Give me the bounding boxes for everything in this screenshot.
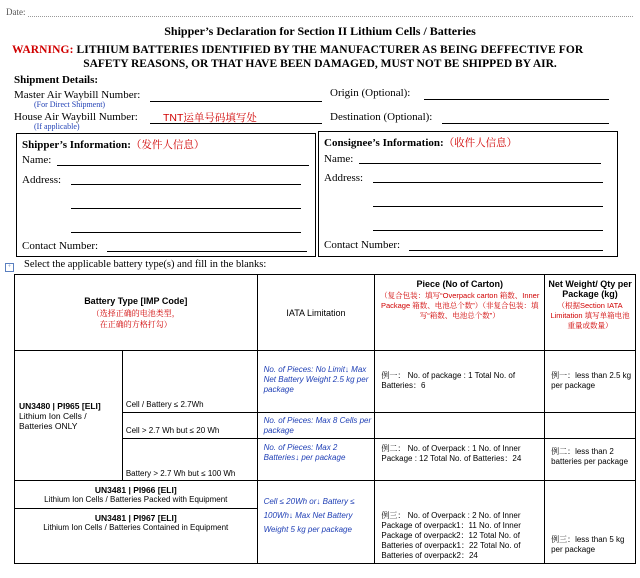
origin-label: Origin (Optional):: [330, 87, 411, 99]
row3-iata: No. of Pieces: Max 2 Batteries↓ per package: [257, 439, 375, 481]
shipper-address-field-3[interactable]: [71, 232, 301, 233]
row2-piece[interactable]: [375, 413, 545, 439]
warning-line-1: [12, 44, 632, 56]
consignee-info-box: [318, 131, 618, 257]
consignee-address-field-1[interactable]: [373, 182, 603, 183]
table-header-row: [15, 275, 636, 351]
group2b-code: UN3481 | PI967 [ELI]: [94, 512, 177, 523]
consignee-name-field[interactable]: [359, 163, 601, 164]
row1-piece[interactable]: 例一： No. of package : 1 Total No. of Batteries：6: [375, 351, 545, 413]
header-battery-type-cn1: （选择正确的电池类型，: [91, 308, 180, 318]
header-iata: IATA Limitation: [257, 275, 375, 351]
destination-field[interactable]: [442, 123, 609, 124]
table-row: [15, 351, 636, 413]
row3-piece[interactable]: 例二： No. of Overpack : 1 No. of Inner Package : 12 Total No. of Batteries：24: [375, 439, 545, 481]
header-weight-cn: （根据Section IATA Limitation 填写单箱电池重量或数量）: [550, 301, 630, 330]
group2-piece[interactable]: 例三： No. of Overpack : 2 No. of Inner Package of overpack1：11 No. of Inner Package of overpack2：12 Total No. of Batteries of overpack1：22 Total No. of Batteries of overpack2：24: [375, 481, 545, 564]
row2-weight[interactable]: [545, 413, 636, 439]
consignee-contact-field[interactable]: [409, 250, 603, 251]
header-battery-type: [15, 275, 258, 351]
consignee-address-field-2[interactable]: [373, 206, 603, 207]
shipper-info-box: [16, 133, 316, 257]
shipper-address-label: Address:: [22, 174, 62, 186]
shipper-contact-label: Contact Number:: [22, 240, 99, 252]
group1-code: UN3480 | PI965 [ELI]: [19, 400, 101, 411]
shipper-heading-text: Shipper’s Information:: [22, 139, 131, 151]
date-line: [28, 16, 633, 17]
shipper-address-field-1[interactable]: [71, 184, 301, 185]
consignee-name-label: Name:: [324, 153, 354, 165]
shipper-heading: [22, 137, 204, 152]
date-label: Date:: [6, 7, 26, 17]
instruction-text: Select the applicable battery type(s) and fill in the blanks:: [24, 259, 267, 270]
master-awb-label: Master Air Waybill Number:: [14, 89, 141, 101]
group2a-desc: Lithium Ion Cells / Batteries Packed with Equipment: [44, 494, 228, 504]
row1-type[interactable]: Cell / Battery ≤ 2.7Wh: [122, 351, 257, 413]
table-row: [15, 481, 636, 509]
header-piece: [375, 275, 545, 351]
group1-desc: Lithium Ion Cells / Batteries ONLY: [19, 410, 87, 431]
consignee-heading-text: Consignee’s Information:: [324, 137, 444, 149]
house-awb-label: House Air Waybill Number:: [14, 111, 138, 123]
shipment-heading: Shipment Details:: [14, 74, 99, 86]
consignee-contact-label: Contact Number:: [324, 239, 401, 251]
destination-label: Destination (Optional):: [330, 111, 433, 123]
consignee-address-label: Address:: [324, 172, 364, 184]
table-move-handle-icon[interactable]: +: [5, 263, 14, 272]
header-weight-text: Net Weight/ Qty per Package (kg): [548, 279, 632, 299]
row2-type[interactable]: Cell > 2.7 Wh but ≤ 20 Wh: [122, 413, 257, 439]
header-piece-cn: （复合包装：填写“Overpack carton 箱数、Inner Package 箱数、电池总个数”）（非复合包装：填写“箱数、电池总个数”）: [380, 291, 540, 320]
group2a-label-cell[interactable]: [15, 481, 258, 509]
row2-iata: No. of Pieces: Max 8 Cells per package: [257, 413, 375, 439]
warning-text-1: LITHIUM BATTERIES IDENTIFIED BY THE MANUFACTURER AS BEING DEFFECTIVE FOR: [76, 44, 584, 56]
header-weight: [545, 275, 636, 351]
group2b-label-cell[interactable]: [15, 508, 258, 563]
row1-iata: No. of Pieces: No Limit↓ Max Net Battery Weight 2.5 kg per package: [257, 351, 375, 413]
battery-table: [14, 274, 636, 564]
master-awb-note: (For Direct Shipment): [34, 100, 106, 109]
row3-weight[interactable]: 例二：less than 2 batteries per package: [545, 439, 636, 481]
row3-type[interactable]: Battery > 2.7 Wh but ≤ 100 Wh: [122, 439, 257, 481]
header-piece-text: Piece (No of Carton): [416, 279, 503, 289]
group1-label-cell: [15, 351, 123, 481]
row1-weight[interactable]: 例一：less than 2.5 kg per package: [545, 351, 636, 413]
consignee-heading: [324, 135, 517, 150]
house-awb-value[interactable]: TNT运单号码填写处: [163, 112, 257, 124]
house-awb-field[interactable]: [150, 123, 322, 124]
header-battery-type-text: Battery Type [IMP Code]: [84, 295, 188, 306]
master-awb-field[interactable]: [150, 101, 322, 102]
group2a-code: UN3481 | PI966 [ELI]: [94, 484, 177, 495]
shipper-name-field[interactable]: [57, 165, 309, 166]
consignee-heading-cn: （收件人信息）: [443, 137, 518, 149]
header-battery-type-cn2: 在正确的方格打勾）: [99, 319, 172, 329]
consignee-address-field-3[interactable]: [373, 230, 603, 231]
shipper-heading-cn: （发件人信息）: [130, 139, 205, 151]
house-awb-note: (If applicable): [34, 122, 80, 131]
group2-weight[interactable]: 例三：less than 5 kg per package: [545, 481, 636, 564]
warning-line-2: SAFETY REASONS, OR THAT HAVE BEEN DAMAGED, MUST NOT BE SHIPPED BY AIR.: [83, 58, 557, 70]
shipper-name-label: Name:: [22, 154, 52, 166]
origin-field[interactable]: [424, 99, 609, 100]
warning-label: WARNING:: [12, 44, 74, 56]
shipper-contact-field[interactable]: [107, 251, 307, 252]
group2-iata: Cell ≤ 20Wh or↓ Battery ≤ 100Wh↓ Max Net Battery Weight 5 kg per package: [257, 481, 375, 564]
group2b-desc: Lithium Ion Cells / Batteries Contained in Equipment: [43, 522, 229, 532]
shipper-address-field-2[interactable]: [71, 208, 301, 209]
page-title: Shipper’s Declaration for Section II Lithium Cells / Batteries: [164, 24, 476, 38]
